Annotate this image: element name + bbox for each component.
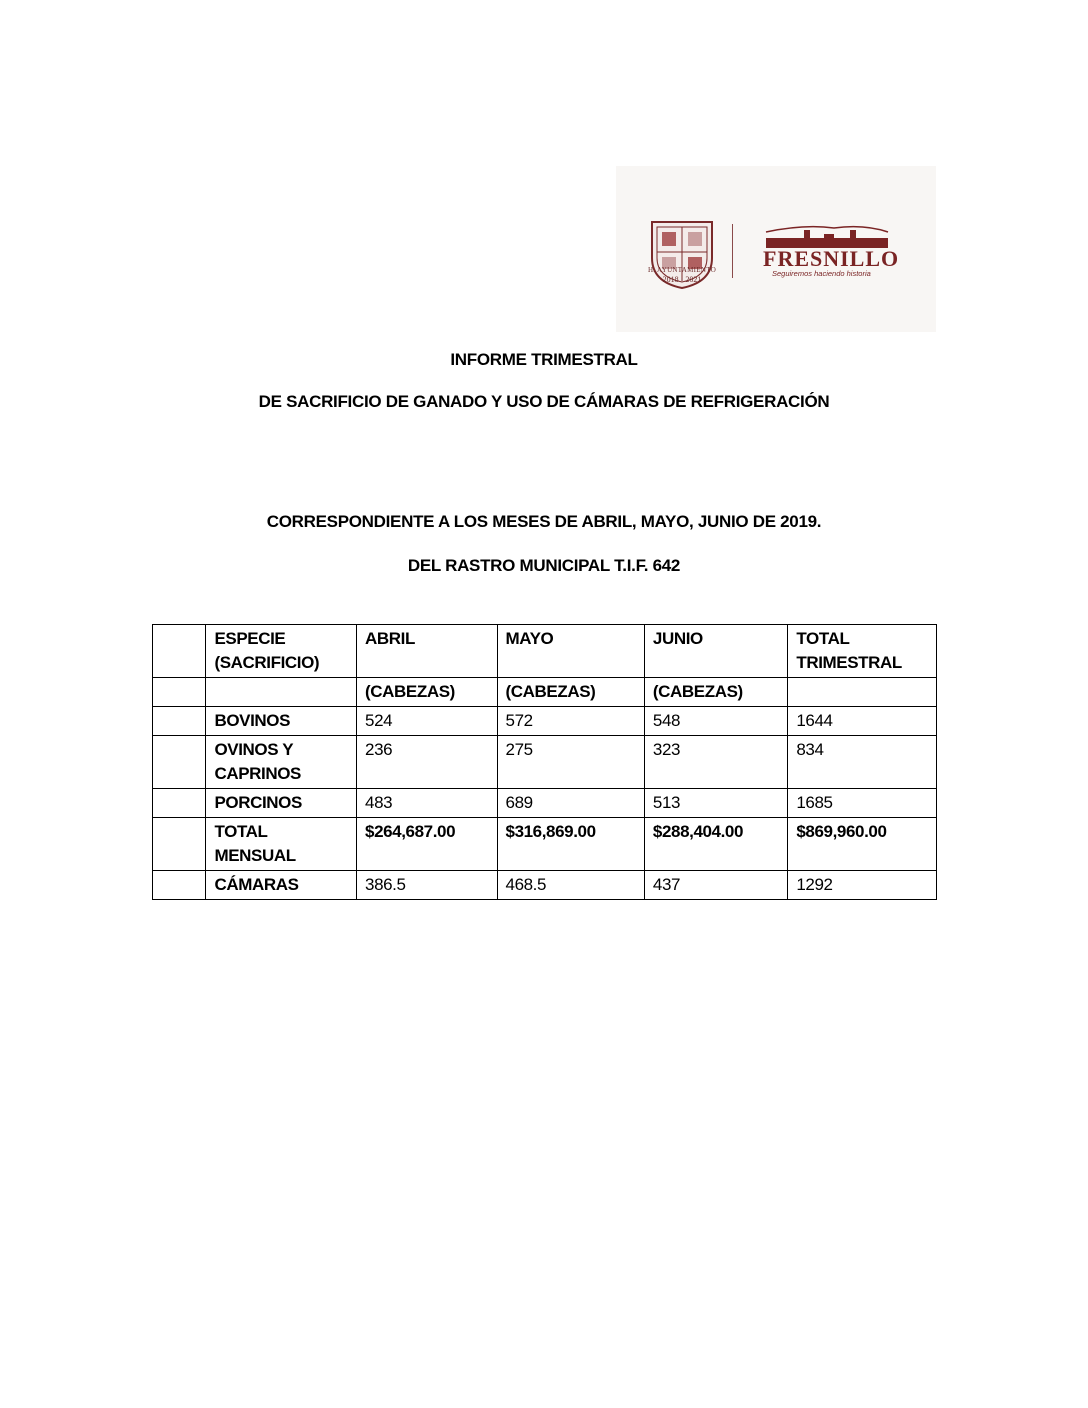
cell-total: 1685 bbox=[788, 789, 937, 818]
units-abril: (CABEZAS) bbox=[357, 678, 498, 707]
row-label-line2: MENSUAL bbox=[214, 846, 296, 865]
table-cell-empty bbox=[153, 818, 206, 871]
table-row-total-mensual bbox=[153, 818, 937, 871]
header-total-line2: TRIMESTRAL bbox=[796, 653, 902, 672]
cell-abril: 524 bbox=[357, 707, 498, 736]
table-units-row bbox=[153, 678, 937, 707]
brand-tagline: Seguiremos haciendo historia bbox=[772, 269, 871, 278]
header-junio: JUNIO bbox=[644, 625, 787, 678]
header-species-line1: ESPECIE bbox=[214, 629, 286, 648]
cell-mayo: 572 bbox=[497, 707, 644, 736]
row-label bbox=[206, 736, 357, 789]
units-junio: (CABEZAS) bbox=[644, 678, 787, 707]
table-row-bovinos bbox=[153, 707, 937, 736]
seal-caption: H. AYUNTAMIENTO bbox=[647, 266, 717, 274]
row-label: CÁMARAS bbox=[206, 871, 357, 900]
cell-junio: 437 bbox=[644, 871, 787, 900]
table-cell-empty bbox=[153, 871, 206, 900]
table-row-camaras bbox=[153, 871, 937, 900]
cell-junio: 513 bbox=[644, 789, 787, 818]
row-label: PORCINOS bbox=[206, 789, 357, 818]
table-cell-empty bbox=[153, 625, 206, 678]
cell-total: 1644 bbox=[788, 707, 937, 736]
report-subtitle: DE SACRIFICIO DE GANADO Y USO DE CÁMARAS DE REFRIGERACIÓN bbox=[258, 392, 830, 411]
cell-mayo: $316,869.00 bbox=[497, 818, 644, 871]
cell-junio: 548 bbox=[644, 707, 787, 736]
row-label-line1: TOTAL bbox=[214, 822, 268, 841]
report-period: CORRESPONDIENTE A LOS MESES DE ABRIL, MAYO, JUNIO DE 2019. bbox=[266, 512, 822, 531]
table-cell-empty bbox=[206, 678, 357, 707]
header-total-line1: TOTAL bbox=[796, 629, 850, 648]
cell-total: 834 bbox=[788, 736, 937, 789]
row-label-line1: OVINOS Y bbox=[214, 740, 294, 759]
cell-abril: 483 bbox=[357, 789, 498, 818]
header-abril: ABRIL bbox=[357, 625, 498, 678]
cell-abril: 236 bbox=[357, 736, 498, 789]
row-label bbox=[206, 818, 357, 871]
table-cell-empty bbox=[153, 678, 206, 707]
cell-total: $869,960.00 bbox=[788, 818, 937, 871]
report-facility: DEL RASTRO MUNICIPAL T.I.F. 642 bbox=[407, 556, 681, 575]
cell-junio: $288,404.00 bbox=[644, 818, 787, 871]
units-mayo: (CABEZAS) bbox=[497, 678, 644, 707]
slaughter-table bbox=[152, 624, 937, 900]
brand-name: FRESNILLO bbox=[763, 246, 900, 271]
cell-total: 1292 bbox=[788, 871, 937, 900]
header-species-line2: (SACRIFICIO) bbox=[214, 653, 320, 672]
header-total bbox=[788, 625, 937, 678]
table-cell-empty bbox=[788, 678, 937, 707]
report-title: INFORME TRIMESTRAL bbox=[450, 350, 638, 369]
row-label: BOVINOS bbox=[206, 707, 357, 736]
header-species bbox=[206, 625, 357, 678]
table-cell-empty bbox=[153, 707, 206, 736]
cell-abril: 386.5 bbox=[357, 871, 498, 900]
table-row-porcinos bbox=[153, 789, 937, 818]
table-row-ovinos bbox=[153, 736, 937, 789]
cell-abril: $264,687.00 bbox=[357, 818, 498, 871]
seal-years: 2018 · 2021 bbox=[662, 275, 702, 284]
table-cell-empty bbox=[153, 736, 206, 789]
cell-mayo: 689 bbox=[497, 789, 644, 818]
logo-banner bbox=[616, 166, 936, 332]
cell-mayo: 275 bbox=[497, 736, 644, 789]
logo-divider bbox=[732, 224, 733, 278]
cell-mayo: 468.5 bbox=[497, 871, 644, 900]
header-mayo: MAYO bbox=[497, 625, 644, 678]
table-cell-empty bbox=[153, 789, 206, 818]
cell-junio: 323 bbox=[644, 736, 787, 789]
row-label-line2: CAPRINOS bbox=[214, 764, 301, 783]
table-header-row bbox=[153, 625, 937, 678]
